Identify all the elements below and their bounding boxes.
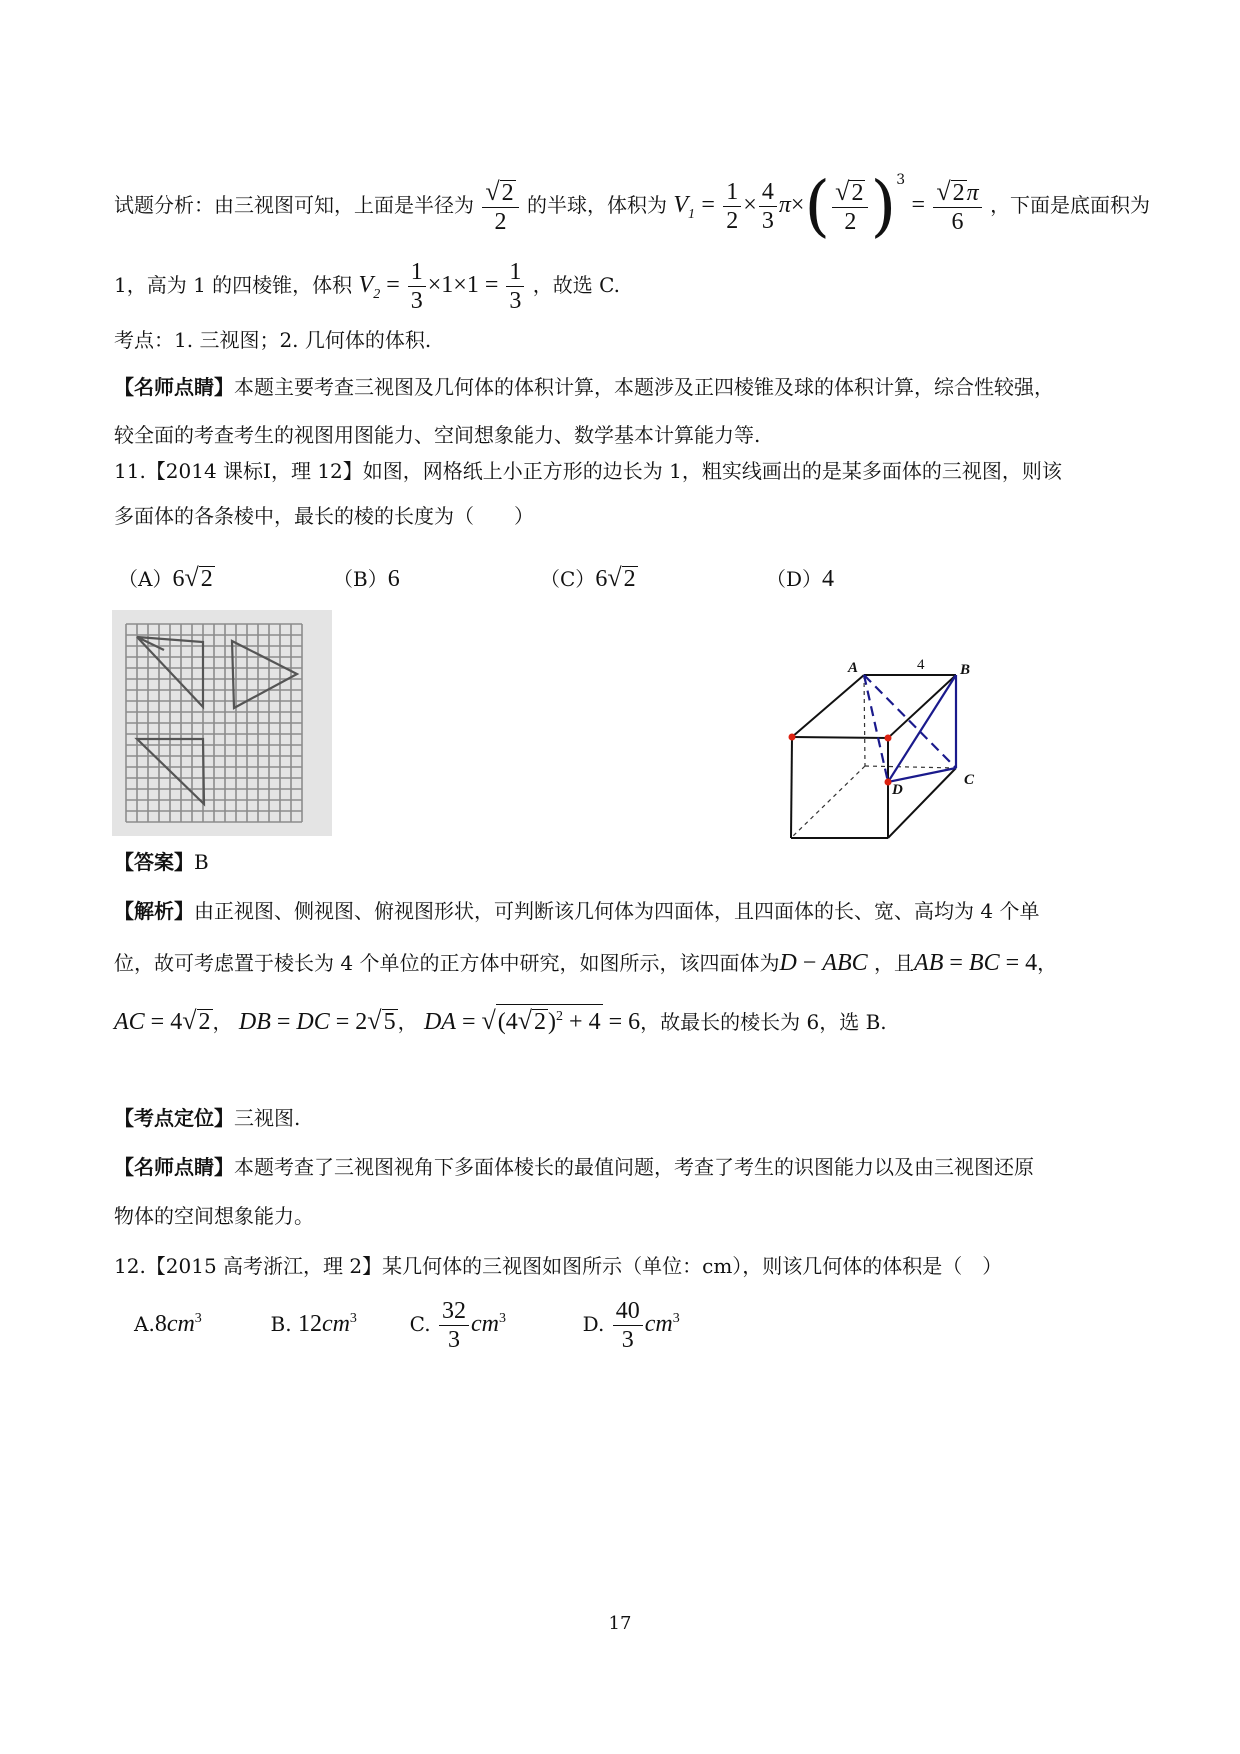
label-b: B <box>960 662 971 678</box>
q11-option-a: （A）6√2 <box>118 563 213 592</box>
analysis-line-2: 1，高为 1 的四棱锥，体积 $V_2$ = $\frac{1}{3}$ ×1×1 = $\frac{1}{3}$ ，故选 C. <box>114 259 621 314</box>
analysis-tip: 【名师点睛】本题主要考查三视图及几何体的体积计算，本题涉及正四棱锥及球的体积计算，综合性较强， <box>114 375 1054 399</box>
q11-option-c: （C）6√2 <box>540 563 636 592</box>
analysis-kaodian: 考点：1. 三视图；2. 几何体的体积. <box>114 328 432 352</box>
q11-option-d: （D）4 <box>766 566 835 592</box>
label-a: A <box>848 660 859 676</box>
q11-kaodian: 【考点定位】三视图. <box>114 1106 301 1130</box>
page-number: 17 <box>608 1613 632 1634</box>
label-d: D <box>892 782 903 798</box>
fraction-sqrt2-over-2: $\frac{√2}{2}$ <box>482 178 518 236</box>
analysis-tip-cont: 较全面的考查考生的视图用图能力、空间想象能力、数学基本计算能力等. <box>114 423 761 447</box>
q12-stem: 12.【2015 高考浙江，理 2】某几何体的三视图如图所示（单位：cm），则该几何体的体积是（ ） <box>114 1254 1003 1278</box>
q12-options <box>134 1297 680 1354</box>
q11-answer: 【答案】B <box>114 850 209 874</box>
cube-tetrahedron-figure <box>780 650 1000 850</box>
q11-tip: 【名师点睛】本题考查了三视图视角下多面体棱长的最值问题，考查了考生的识图能力以及由三视图还原 <box>114 1155 1034 1179</box>
three-view-grid-figure <box>112 610 332 836</box>
q11-option-b: （B）6 <box>333 566 400 592</box>
q12-option-d: D. $\frac{40}{3}$ $cm^3$ <box>582 1298 680 1353</box>
analysis-line-1: 试题分析：由三视图可知，上面是半径为 $\frac{√2}{2}$ 的半球，体积为 $V_1$ = $\frac{1}{2}$ × $\frac{4}{3}$ π×( $\frac{√2}{2}$ )$^3$ = $\frac{√2\pi}{6}$ ，下面是底面积为 <box>114 167 1151 245</box>
q12-option-c: C. $\frac{32}{3}$ $cm^3$ <box>409 1298 506 1353</box>
label-edge: 4 <box>917 657 925 673</box>
label-c: C <box>964 772 975 788</box>
q11-jiexi-3: AC = 4√2 ， DB = DC = 2√5 ， DA = $√(4√2)^2 + 4 = 6$，故最长的棱长为 6，选 B. <box>114 1006 887 1035</box>
formula-v1: $V_1$ <box>673 192 696 222</box>
q11-stem-2: 多面体的各条棱中，最长的棱的长度为（ ） <box>114 504 534 528</box>
q11-stem-1: 11.【2014 课标Ⅰ，理 12】如图，网格纸上小正方形的边长为 1，粗实线画出的是某多面体的三视图，则该 <box>114 459 1062 483</box>
q12-option-b: B. $12cm^3$ <box>270 1311 357 1337</box>
q11-tip-cont: 物体的空间想象能力。 <box>114 1204 314 1228</box>
q12-option-a: $A.8cm^3$ <box>134 1311 202 1337</box>
q11-jiexi-1: 【解析】由正视图、侧视图、俯视图形状，可判断该几何体为四面体，且四面体的长、宽、高均为 4 个单 <box>114 899 1040 923</box>
q11-jiexi-2: 位，故可考虑置于棱长为 4 个单位的正方体中研究，如图所示，该四面体为D − ABC ，且AB = BC = 4， <box>114 950 1058 976</box>
